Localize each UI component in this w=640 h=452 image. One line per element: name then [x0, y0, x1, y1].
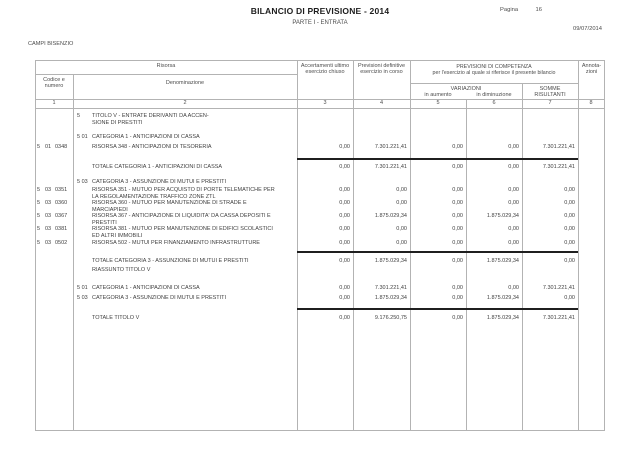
entity-name: CAMPI BISENZIO [28, 41, 74, 47]
value-cell: 1.875.029,34 [374, 295, 407, 301]
value-cell: 0,00 [396, 240, 407, 246]
denomination-text [92, 164, 295, 171]
value-cell: 0,00 [452, 226, 463, 232]
value-cell: 0,00 [396, 226, 407, 232]
value-cell: 0,00 [452, 213, 463, 219]
value-cell: 0,00 [508, 144, 519, 150]
code-prefix: 5 03 [77, 179, 88, 185]
code-prefix: 5 01 [77, 134, 88, 140]
header-annotazioni: Annota- zioni [581, 63, 602, 76]
value-cell: 0,00 [564, 295, 575, 301]
code-cell: 03 [45, 200, 52, 206]
value-cell: 0,00 [339, 295, 350, 301]
denomination-text [92, 258, 295, 265]
value-cell: 0,00 [452, 200, 463, 206]
grid-hline [35, 74, 297, 75]
code-cell: 03 [45, 213, 52, 219]
denomination-line: PRESTITI [92, 219, 117, 226]
denomination-text [92, 113, 295, 127]
value-cell: 1.875.029,34 [374, 213, 407, 219]
denomination-text [92, 213, 295, 227]
header-in-diminuzione: in diminuzione [476, 92, 512, 98]
value-cell: 7.301.221,41 [542, 164, 575, 170]
column-number: 1 [52, 100, 56, 106]
denomination-text [92, 187, 295, 201]
grid-vline [73, 74, 74, 430]
header-denominazione: Denominazione [165, 80, 205, 86]
value-cell: 0,00 [452, 240, 463, 246]
denomination-line: RISORSA 351 - MUTUO PER ACQUISTO DI PORTE TELEMATICHE PER [92, 187, 275, 193]
budget-table [35, 60, 605, 431]
grid-hline [410, 83, 578, 84]
denomination-text [92, 285, 295, 292]
value-cell: 0,00 [339, 213, 350, 219]
value-cell: 0,00 [452, 144, 463, 150]
page-subtitle: PARTE I - ENTRATA [292, 20, 348, 26]
denomination-line: RISORSA 381 - MUTUO PER MANUTENZIONE DI EDIFICI SCOLASTICI [92, 226, 273, 232]
code-cell: 5 [37, 240, 41, 246]
value-cell: 7.301.221,41 [374, 164, 407, 170]
code-cell: 03 [45, 240, 52, 246]
value-cell: 0,00 [564, 213, 575, 219]
grid-vline [604, 60, 605, 430]
code-cell: 5 [37, 200, 41, 206]
denomination-line: CATEGORIA 1 - ANTICIPAZIONI DI CASSA [92, 285, 200, 291]
header-accertamenti: Accertamenti ultimo esercizio chiuso [300, 63, 350, 76]
code-cell: 03 [45, 226, 52, 232]
denomination-line: CATEGORIA 1 - ANTICIPAZIONI DI CASSA [92, 134, 200, 140]
denomination-text [92, 226, 295, 240]
code-prefix: 5 03 [77, 295, 88, 301]
grid-hline [35, 430, 605, 431]
value-cell: 1.875.029,34 [486, 315, 519, 321]
denomination-text [92, 200, 295, 214]
value-cell: 0,00 [564, 226, 575, 232]
total-rule [297, 158, 578, 160]
value-cell: 0,00 [339, 226, 350, 232]
code-cell: 5 [37, 226, 41, 232]
denomination-line: RISORSA 360 - MUTUO PER MANUTENZIONE DI STRADE E [92, 200, 247, 206]
code-prefix: 5 [77, 113, 81, 119]
column-number: 7 [548, 100, 552, 106]
denomination-line: RIASSUNTO TITOLO V [92, 267, 151, 273]
denomination-line: TOTALE CATEGORIA 3 - ASSUNZIONE DI MUTUI E PRESTITI [92, 258, 249, 264]
value-cell: 0,00 [339, 285, 350, 291]
value-cell: 0,00 [508, 187, 519, 193]
grid-vline [522, 83, 523, 430]
value-cell: 0,00 [564, 258, 575, 264]
total-rule [297, 251, 578, 253]
denomination-text [92, 315, 295, 322]
value-cell: 0,00 [339, 144, 350, 150]
column-number: 4 [379, 100, 384, 106]
grid-hline [35, 60, 605, 61]
value-cell: 0,00 [564, 200, 575, 206]
column-number: 6 [492, 100, 496, 106]
value-cell: 1.875.029,34 [374, 258, 407, 264]
denomination-line: RISORSA 502 - MUTUI PER FINANZIAMENTO INFRASTRUTTURE [92, 240, 260, 246]
denomination-text [92, 144, 295, 151]
header-codice: Codice e numero [43, 77, 65, 90]
code-cell: 5 [37, 213, 41, 219]
value-cell: 0,00 [508, 240, 519, 246]
grid-vline [35, 60, 36, 430]
value-cell: 1.875.029,34 [486, 295, 519, 301]
value-cell: 0,00 [396, 200, 407, 206]
value-cell: 0,00 [452, 187, 463, 193]
page-title: BILANCIO DI PREVISIONE - 2014 [250, 6, 390, 16]
value-cell: 7.301.221,41 [374, 144, 407, 150]
header-somme: SOMME RISULTANTI [534, 86, 566, 99]
value-cell: 0,00 [452, 285, 463, 291]
value-cell: 0,00 [339, 200, 350, 206]
header-previsioni: Previsioni definitive esercizio in corso [357, 63, 406, 76]
denomination-text [92, 240, 295, 247]
code-cell: 01 [45, 144, 52, 150]
page-number-label: Pagina [500, 7, 519, 13]
value-cell: 0,00 [564, 240, 575, 246]
code-cell: 0367 [55, 213, 68, 219]
denomination-text [92, 134, 295, 141]
header-competenza-line2: per l'esercizio al quale si riferisce il presente bilancio [432, 70, 556, 77]
denomination-line: TOTALE TITOLO V [92, 315, 140, 321]
value-cell: 0,00 [508, 200, 519, 206]
code-cell: 5 [37, 144, 41, 150]
value-cell: 0,00 [339, 315, 350, 321]
denomination-text [92, 295, 295, 302]
denomination-line: SIONE DI PRESTITI [92, 119, 143, 126]
value-cell: 7.301.221,41 [542, 144, 575, 150]
header-competenza [410, 64, 578, 76]
value-cell: 0,00 [508, 226, 519, 232]
value-cell: 0,00 [339, 258, 350, 264]
print-date: 09/07/2014 [572, 26, 602, 32]
value-cell: 0,00 [452, 164, 463, 170]
header-competenza-line1: PREVISIONI DI COMPETENZA [456, 64, 532, 70]
value-cell: 0,00 [452, 315, 463, 321]
code-cell: 5 [37, 187, 41, 193]
denomination-line: TITOLO V - ENTRATE DERIVANTI DA ACCEN- [92, 113, 209, 119]
code-cell: 0381 [55, 226, 68, 232]
code-cell: 0351 [55, 187, 68, 193]
denomination-line: LA REGOLAMENTAZIONE TRAFFICO ZONE ZTL [92, 193, 216, 200]
denomination-text [92, 179, 295, 186]
denomination-line: RISORSA 367 - ANTICIPAZIONE DI LIQUIDITA' DA CASSA DEPOSITI E [92, 213, 271, 219]
value-cell: 7.301.221,41 [542, 285, 575, 291]
code-cell: 03 [45, 187, 52, 193]
value-cell: 0,00 [339, 240, 350, 246]
header-in-aumento: in aumento [424, 92, 452, 98]
value-cell: 0,00 [452, 258, 463, 264]
column-number: 8 [589, 100, 593, 106]
denomination-line: RISORSA 348 - ANTICIPAZIONI DI TESORERIA [92, 144, 212, 150]
header-variazioni: VARIAZIONI [450, 86, 482, 92]
column-number: 5 [436, 100, 440, 106]
code-cell: 0502 [55, 240, 68, 246]
code-prefix: 5 01 [77, 285, 88, 291]
denomination-line: TOTALE CATEGORIA 1 - ANTICIPAZIONI DI CASSA [92, 164, 223, 170]
code-cell: 0360 [55, 200, 68, 206]
value-cell: 9.176.250,75 [374, 315, 407, 321]
value-cell: 7.301.221,41 [542, 315, 575, 321]
code-cell: 0348 [55, 144, 68, 150]
value-cell: 0,00 [508, 285, 519, 291]
total-rule [297, 308, 578, 310]
value-cell: 0,00 [339, 164, 350, 170]
header-risorsa: Risorsa [156, 63, 176, 69]
column-number: 2 [183, 100, 187, 106]
denomination-line: MARCIAPIEDI [92, 206, 128, 213]
value-cell: 0,00 [564, 187, 575, 193]
grid-vline [578, 60, 579, 430]
denomination-line: CATEGORIA 3 - ASSUNZIONE DI MUTUI E PRESTITI [92, 295, 227, 301]
grid-hline [35, 108, 605, 109]
column-number: 3 [323, 100, 327, 106]
value-cell: 1.875.029,34 [486, 213, 519, 219]
denomination-line: ED ALTRI IMMOBILI [92, 232, 143, 239]
value-cell: 0,00 [339, 187, 350, 193]
denomination-line: CATEGORIA 3 - ASSUNZIONE DI MUTUI E PRESTITI [92, 179, 227, 185]
value-cell: 0,00 [396, 187, 407, 193]
value-cell: 7.301.221,41 [374, 285, 407, 291]
value-cell: 0,00 [508, 164, 519, 170]
value-cell: 0,00 [452, 295, 463, 301]
page-number: 16 [535, 7, 542, 13]
denomination-text [92, 267, 295, 274]
value-cell: 1.875.029,34 [486, 258, 519, 264]
